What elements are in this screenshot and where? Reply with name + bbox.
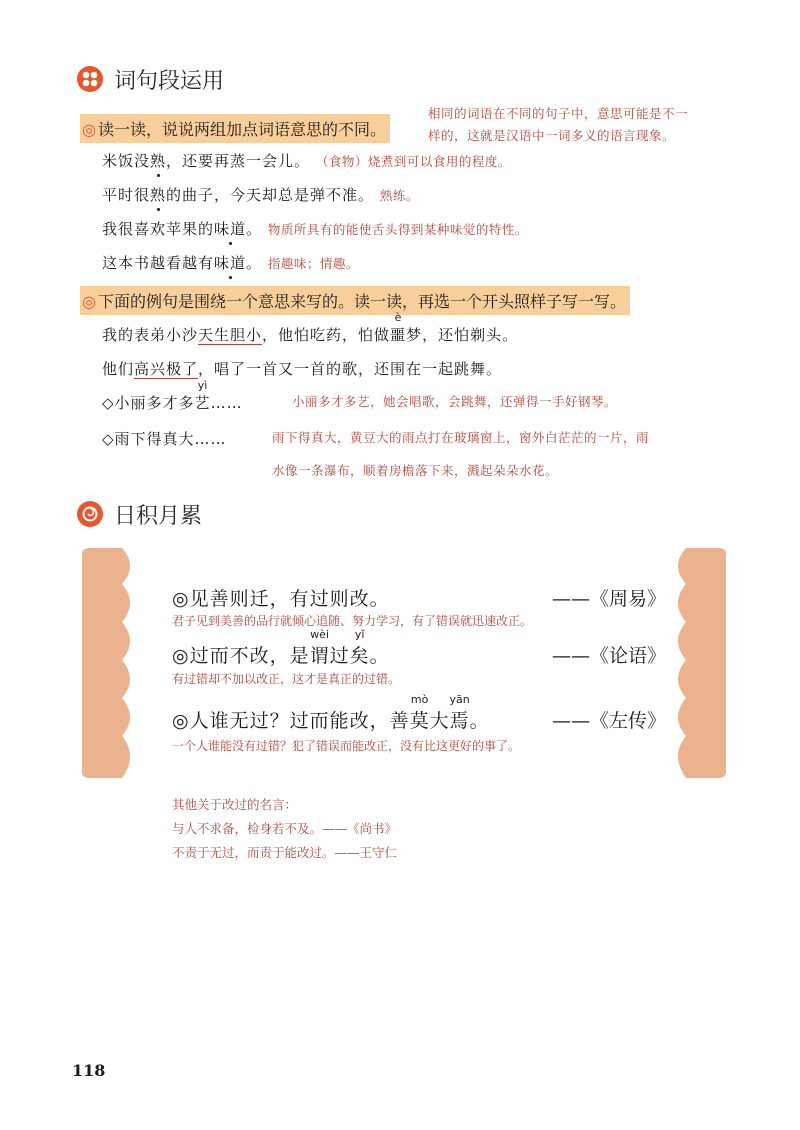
quote-2 (172, 628, 390, 668)
example-text: 我的表弟小沙 (102, 326, 199, 344)
task-marker-icon: ◎ (82, 292, 96, 311)
char: 莫 (409, 710, 430, 732)
quote-3 (172, 693, 490, 733)
example-sentence-1 (102, 311, 519, 345)
quote-text: 过 (329, 645, 350, 667)
task1-row-4 (102, 252, 359, 273)
example-text: 梦，还怕剃头。 (406, 326, 519, 344)
row-text: 平时很 (102, 186, 151, 204)
quote-1-source: ——《周易》 (552, 588, 667, 610)
option-text: …… (210, 394, 243, 412)
task1-row-1 (102, 150, 511, 171)
option-2-answer-line-1: 雨下得真大，黄豆大的雨点打在玻璃窗上，窗外白茫茫的一片，雨 (272, 430, 650, 445)
pinyin-char (309, 628, 330, 668)
row-note: （食物）烧煮到可以食用的程度。 (315, 154, 511, 169)
example-sentence-2 (102, 358, 502, 379)
task1-row-3 (102, 218, 528, 239)
dotted-word: 味道 (214, 220, 247, 238)
char: 矣 (349, 645, 370, 667)
task2-prompt-text: 下面的例句是围绕一个意思来写的。读一读，再选一个开头照样子写一写。 (97, 292, 626, 311)
dotted-word: 熟 (150, 152, 167, 170)
task1-row-2 (102, 184, 419, 205)
pinyin-char (390, 311, 407, 345)
quote-2-source: ——《论语》 (552, 645, 667, 667)
pinyin: wèi (310, 628, 330, 641)
row-text: 我很喜欢苹果的 (102, 220, 215, 238)
pinyin: mò (410, 693, 429, 706)
example-text: ，他怕吃药，怕做 (262, 326, 391, 344)
section-title-words-sentences: 词句段运用 (114, 69, 225, 94)
dotted-word: 味道 (214, 254, 247, 272)
option-text: ◇小丽多才多 (102, 394, 195, 412)
pinyin-char (194, 379, 211, 413)
pinyin: yān (449, 693, 470, 706)
dotted-word: 熟 (150, 186, 167, 204)
left-scalloped-tab (82, 548, 140, 778)
row-text: 米饭没 (102, 152, 151, 170)
option-1-answer: 小丽多才多艺，她会唱歌，会跳舞，还弹得一手好钢琴。 (292, 394, 618, 409)
char: 谓 (309, 645, 330, 667)
quote-text: 。 (469, 710, 490, 732)
swirl-flower-icon (77, 501, 103, 527)
row-note: 熟练。 (379, 188, 419, 203)
row-text: 的曲子，今天却总是弹不准。 (166, 186, 375, 204)
task-marker-icon: ◎ (82, 120, 96, 139)
pinyin: yì (197, 379, 208, 392)
task1-side-note-2: 样的，这就是汉语中一词多义的语言现象。 (428, 128, 676, 143)
row-note: 物质所具有的能使舌头得到某种味觉的特性。 (267, 222, 528, 237)
row-text: 这本书越看越有 (102, 254, 215, 272)
quote-3-note: 一个人谁能没有过错？犯了错误而能改正，没有比这更好的事了。 (172, 739, 521, 753)
row-text: ，还要再蒸一会儿。 (166, 152, 311, 170)
option-1 (102, 379, 243, 413)
extra-quotes-title: 其他关于改过的名言： (172, 797, 298, 812)
quote-text: ◎过而不改，是 (172, 645, 310, 667)
quote-2-note: 有过错却不加以改正，这才是真正的过错。 (172, 672, 401, 686)
row-text: 。 (246, 254, 263, 272)
four-dots-flower-icon (77, 66, 103, 92)
pinyin-char (349, 628, 370, 668)
pinyin-char (409, 693, 430, 733)
right-scalloped-tab (668, 548, 726, 778)
section-title-daily-accumulation: 日积月累 (114, 504, 203, 529)
pinyin: è (394, 311, 402, 324)
quote-text: 。 (369, 645, 390, 667)
row-note: 指趣味；情趣。 (267, 256, 359, 271)
char: 艺 (194, 394, 211, 412)
quote-3-source: ——《左传》 (552, 710, 667, 732)
quote-1-note: 君子见到美善的品行就倾心追随、努力学习，有了错误就迅速改正。 (172, 614, 533, 628)
row-text: 。 (246, 220, 263, 238)
char: 焉 (449, 710, 470, 732)
task1-prompt-text: 读一读，说说两组加点词语意思的不同。 (97, 120, 386, 139)
example-text: 他们 (102, 360, 135, 378)
task1-side-note-1: 相同的词语在不同的句子中，意思可能是不一 (428, 106, 689, 121)
char: 噩 (390, 326, 407, 344)
example-text: ，唱了一首又一首的歌，还围在一起跳舞。 (198, 360, 503, 378)
pinyin-char (449, 693, 470, 733)
quote-text: ◎人谁无过？过而能改，善 (172, 710, 410, 732)
pinyin: yǐ (354, 628, 365, 641)
task2-prompt (80, 286, 630, 315)
page-number: 118 (72, 1061, 106, 1080)
quote-1: ◎见善则迁，有过则改。 (172, 588, 390, 610)
underlined-phrase: 天生胆小 (198, 326, 263, 344)
option-2-answer-line-2: 水像一条瀑布，顺着房檐落下来，溅起朵朵水花。 (272, 463, 559, 478)
task1-prompt (80, 114, 390, 143)
extra-quote-2: 不责于无过，而责于能改过。——王守仁 (172, 845, 398, 860)
extra-quote-1: 与人不求备，检身若不及。——《尚书》 (172, 821, 398, 836)
option-2: ◇雨下得真大…… (102, 430, 227, 448)
quote-text: 大 (429, 710, 450, 732)
underlined-phrase: 高兴极了 (134, 360, 199, 378)
